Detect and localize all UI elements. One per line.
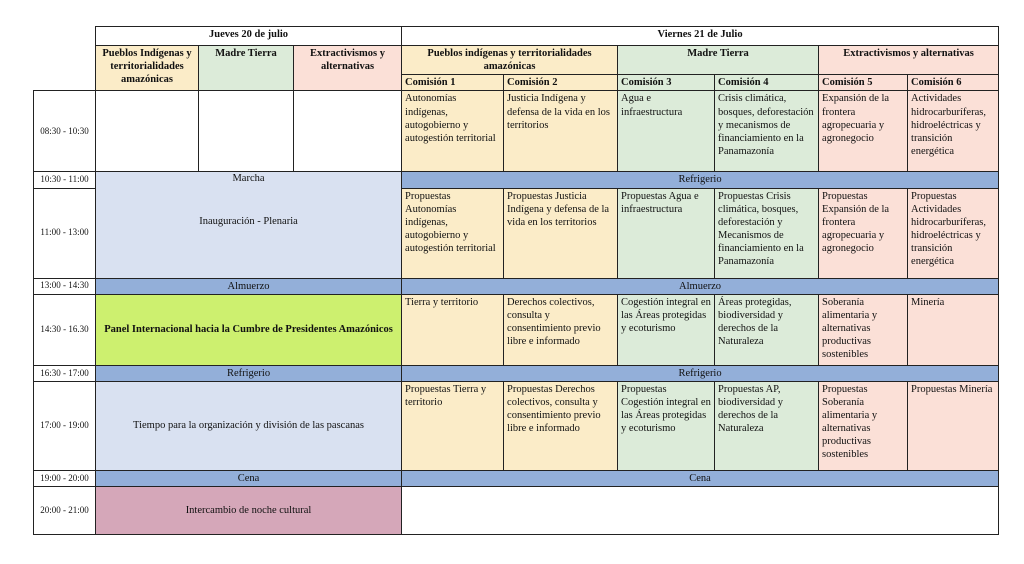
time-slot: 10:30 - 11:00 <box>34 172 96 188</box>
session-cell: Minería <box>908 294 999 365</box>
marcha-label: Marcha <box>232 173 265 185</box>
cena-bar-day2: Cena <box>402 470 999 486</box>
proposal-cell: Propuestas Justicia Indígena y defensa de la vida en los territorios <box>504 188 618 278</box>
proposal-cell: Propuestas Expansión de la frontera agropecuaria y agronegocio <box>819 188 908 278</box>
corner-cell <box>34 46 96 75</box>
proposal-cell: Propuestas Derechos colectivos, consulta y consentimiento previo libre e informado <box>504 381 618 470</box>
almuerzo-bar-day2: Almuerzo <box>402 278 999 294</box>
refrigerio-bar: Refrigerio <box>402 172 999 188</box>
proposal-cell: Propuestas Autonomías indígenas, autogobierno y autogestión territorial <box>402 188 504 278</box>
day2-group-pueblos: Pueblos indígenas y territorialidades amazónicas <box>402 46 618 75</box>
day2-group-extractivismos: Extractivismos y alternativas <box>819 46 999 75</box>
session-cell: Agua e infraestructura <box>618 91 715 172</box>
empty-cell <box>96 91 199 172</box>
proposal-cell: Propuestas Soberanía alimentaria y alternativas productivas sostenibles <box>819 381 908 470</box>
session-cell: Actividades hidrocarburíferas, hidroeléctricas y transición energética <box>908 91 999 172</box>
commission-header: Comisión 2 <box>504 75 618 91</box>
session-cell: Derechos colectivos, consulta y consentimiento previo libre e informado <box>504 294 618 365</box>
proposal-cell: Propuestas AP, biodiversidad y derechos de la Naturaleza <box>715 381 819 470</box>
session-cell: Autonomías indígenas, autogobierno y autogestión territorial <box>402 91 504 172</box>
commission-header: Comisión 4 <box>715 75 819 91</box>
commission-header: Comisión 5 <box>819 75 908 91</box>
day2-header: Viernes 21 de Julio <box>402 27 999 46</box>
day1-column-extractivismos: Extractivismos y alternativas <box>294 46 402 91</box>
refrigerio-bar-day2: Refrigerio <box>402 365 999 381</box>
day1-column-madre-tierra: Madre Tierra <box>199 46 294 91</box>
time-slot: 17:00 - 19:00 <box>34 381 96 470</box>
marcha-inauguracion-block <box>96 172 402 278</box>
time-slot: 19:00 - 20:00 <box>34 470 96 486</box>
day2-group-madre-tierra: Madre Tierra <box>618 46 819 75</box>
proposal-cell: Propuestas Tierra y territorio <box>402 381 504 470</box>
time-slot: 14:30 - 16.30 <box>34 294 96 365</box>
commission-header: Comisión 1 <box>402 75 504 91</box>
session-cell: Cogestión integral en las Áreas protegidas y ecoturismo <box>618 294 715 365</box>
session-cell: Expansión de la frontera agropecuaria y agronegocio <box>819 91 908 172</box>
session-cell: Áreas protegidas, biodiversidad y derechos de la Naturaleza <box>715 294 819 365</box>
time-slot: 13:00 - 14:30 <box>34 278 96 294</box>
day1-header: Jueves 20 de julio <box>96 27 402 46</box>
session-cell: Justicia Indígena y defensa de la vida en los territorios <box>504 91 618 172</box>
empty-cell <box>294 91 402 172</box>
proposal-cell: Propuestas Crisis climática, bosques, deforestación y Mecanismos de financiamiento en la Panamazonía <box>715 188 819 278</box>
day1-column-pueblos: Pueblos Indígenas y territorialidades amazónicas <box>96 46 199 91</box>
cena-bar-day1: Cena <box>96 470 402 486</box>
proposal-cell: Propuestas Agua e infraestructura <box>618 188 715 278</box>
session-cell: Soberanía alimentaria y alternativas productivas sostenibles <box>819 294 908 365</box>
session-cell: Tierra y territorio <box>402 294 504 365</box>
inauguracion-label: Inauguración - Plenaria <box>199 216 298 228</box>
commission-header: Comisión 6 <box>908 75 999 91</box>
commission-header: Comisión 3 <box>618 75 715 91</box>
session-cell: Crisis climática, bosques, deforestación y mecanismos de financiamiento en la Panamazonía <box>715 91 819 172</box>
intercambio-cultural: Intercambio de noche cultural <box>96 486 402 534</box>
schedule-table <box>33 26 999 535</box>
proposal-cell: Propuestas Actividades hidrocarburíferas, hidroeléctricas y transición energética <box>908 188 999 278</box>
time-slot: 11:00 - 13:00 <box>34 188 96 278</box>
almuerzo-bar-day1: Almuerzo <box>96 278 402 294</box>
proposal-cell: Propuestas Cogestión integral en las Áreas protegidas y ecoturismo <box>618 381 715 470</box>
tiempo-organizacion: Tiempo para la organización y división de las pascanas <box>96 381 402 470</box>
empty-cell <box>199 91 294 172</box>
time-slot: 16:30 - 17:00 <box>34 365 96 381</box>
empty-evening-cell <box>402 486 999 534</box>
panel-internacional: Panel Internacional hacia la Cumbre de Presidentes Amazónicos <box>96 294 402 365</box>
time-slot: 08:30 - 10:30 <box>34 91 96 172</box>
proposal-cell: Propuestas Minería <box>908 381 999 470</box>
corner-cell <box>34 27 96 46</box>
time-slot: 20:00 - 21:00 <box>34 486 96 534</box>
refrigerio-bar-day1: Refrigerio <box>96 365 402 381</box>
corner-cell <box>34 75 96 91</box>
